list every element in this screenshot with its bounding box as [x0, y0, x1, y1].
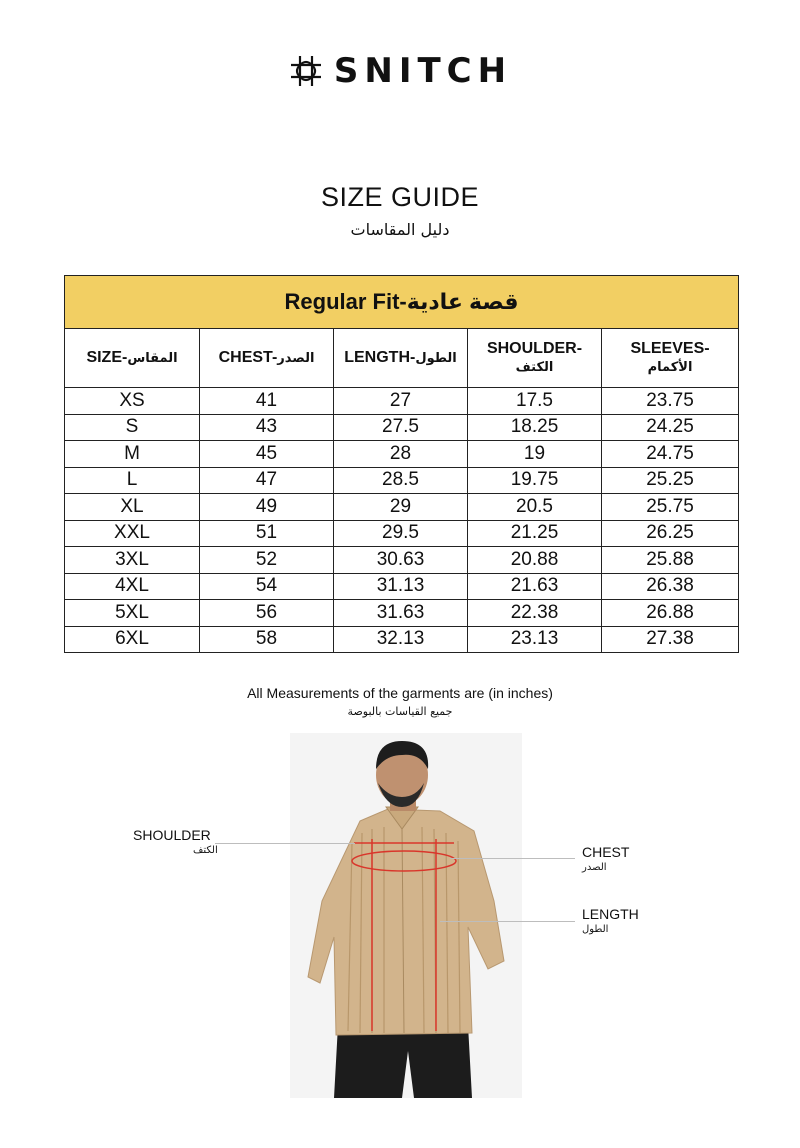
table-cell: 32.13	[334, 626, 468, 653]
table-cell: 25.88	[602, 547, 739, 574]
table-cell: 31.63	[334, 600, 468, 627]
table-cell: M	[65, 441, 200, 468]
table-row	[65, 547, 739, 574]
fit-type-header: Regular Fit-قصة عادية	[65, 276, 739, 329]
shoulder-label	[133, 827, 218, 859]
table-cell: 47	[200, 467, 334, 494]
table-cell: 24.25	[602, 414, 739, 441]
table-cell: 26.38	[602, 573, 739, 600]
table-cell: 29	[334, 494, 468, 521]
column-header-en: SIZE-	[86, 348, 128, 366]
table-cell: 52	[200, 547, 334, 574]
column-header-en: SHOULDER-	[486, 339, 583, 357]
table-cell: 24.75	[602, 441, 739, 468]
table-cell: 5XL	[65, 600, 200, 627]
column-header-ar: الطول	[415, 350, 457, 366]
table-cell: 54	[200, 573, 334, 600]
table-cell: 19	[468, 441, 602, 468]
table-cell: 19.75	[468, 467, 602, 494]
table-cell: 41	[200, 388, 334, 415]
column-header-ar: الصدر	[277, 350, 315, 366]
table-row	[65, 467, 739, 494]
size-guide-table	[64, 275, 739, 653]
table-cell: 27	[334, 388, 468, 415]
table-cell: 4XL	[65, 573, 200, 600]
table-row	[65, 626, 739, 653]
table-cell: L	[65, 467, 200, 494]
column-header-chest	[200, 329, 334, 388]
length-label-en: LENGTH	[582, 906, 639, 922]
column-header-ar: المقاس	[127, 350, 178, 366]
table-cell: 26.25	[602, 520, 739, 547]
brand-name: SNITCH	[333, 51, 513, 91]
table-cell: 31.13	[334, 573, 468, 600]
table-row	[65, 494, 739, 521]
table-cell: 28.5	[334, 467, 468, 494]
table-cell: 56	[200, 600, 334, 627]
table-cell: XS	[65, 388, 200, 415]
table-row	[65, 573, 739, 600]
table-row	[65, 520, 739, 547]
table-cell: 51	[200, 520, 334, 547]
table-cell: 25.75	[602, 494, 739, 521]
chest-label-ar: الصدر	[582, 862, 607, 873]
table-cell: 27.5	[334, 414, 468, 441]
length-label	[582, 906, 639, 938]
table-cell: 30.63	[334, 547, 468, 574]
table-cell: 23.75	[602, 388, 739, 415]
table-cell: 6XL	[65, 626, 200, 653]
column-header-size	[65, 329, 200, 388]
table-cell: XL	[65, 494, 200, 521]
chest-label-en: CHEST	[582, 844, 630, 860]
table-cell: 23.13	[468, 626, 602, 653]
table-cell: 58	[200, 626, 334, 653]
brand-logo	[0, 50, 800, 92]
table-row	[65, 600, 739, 627]
table-cell: 45	[200, 441, 334, 468]
model-photo	[290, 733, 522, 1098]
table-cell: XXL	[65, 520, 200, 547]
column-header-ar: الكتف	[515, 359, 554, 375]
column-header-ar: الأكمام	[647, 359, 693, 375]
column-header-shoulder	[468, 329, 602, 388]
column-header-en: CHEST-	[218, 348, 278, 366]
snitch-hash-logo-icon	[288, 53, 324, 89]
table-cell: 17.5	[468, 388, 602, 415]
shoulder-label-en: SHOULDER	[133, 827, 211, 843]
page-title: SIZE GUIDE	[320, 182, 480, 212]
table-cell: S	[65, 414, 200, 441]
table-cell: 29.5	[334, 520, 468, 547]
column-header-sleeves	[602, 329, 739, 388]
table-cell: 28	[334, 441, 468, 468]
table-cell: 25.25	[602, 467, 739, 494]
measurement-note-arabic: جميع القياسات بالبوصة	[347, 705, 453, 718]
table-cell: 43	[200, 414, 334, 441]
length-pointer-line	[440, 921, 575, 922]
table-row	[65, 414, 739, 441]
chest-label	[582, 844, 629, 876]
table-row	[65, 441, 739, 468]
table-cell: 27.38	[602, 626, 739, 653]
column-header-en: SLEEVES-	[630, 339, 710, 357]
table-cell: 26.88	[602, 600, 739, 627]
column-header-length	[334, 329, 468, 388]
table-cell: 21.25	[468, 520, 602, 547]
table-cell: 20.5	[468, 494, 602, 521]
table-cell: 18.25	[468, 414, 602, 441]
table-cell: 49	[200, 494, 334, 521]
table-cell: 20.88	[468, 547, 602, 574]
page-title-arabic: دليل المقاسات	[350, 220, 450, 239]
length-label-ar: الطول	[582, 924, 609, 935]
table-cell: 3XL	[65, 547, 200, 574]
measurement-note: All Measurements of the garments are (in inches)	[247, 685, 553, 701]
shoulder-pointer-line	[215, 843, 355, 844]
shoulder-label-ar: الكتف	[193, 845, 218, 856]
chest-pointer-line	[450, 858, 575, 859]
table-cell: 21.63	[468, 573, 602, 600]
table-cell: 22.38	[468, 600, 602, 627]
column-header-en: LENGTH-	[344, 348, 416, 366]
table-row	[65, 388, 739, 415]
